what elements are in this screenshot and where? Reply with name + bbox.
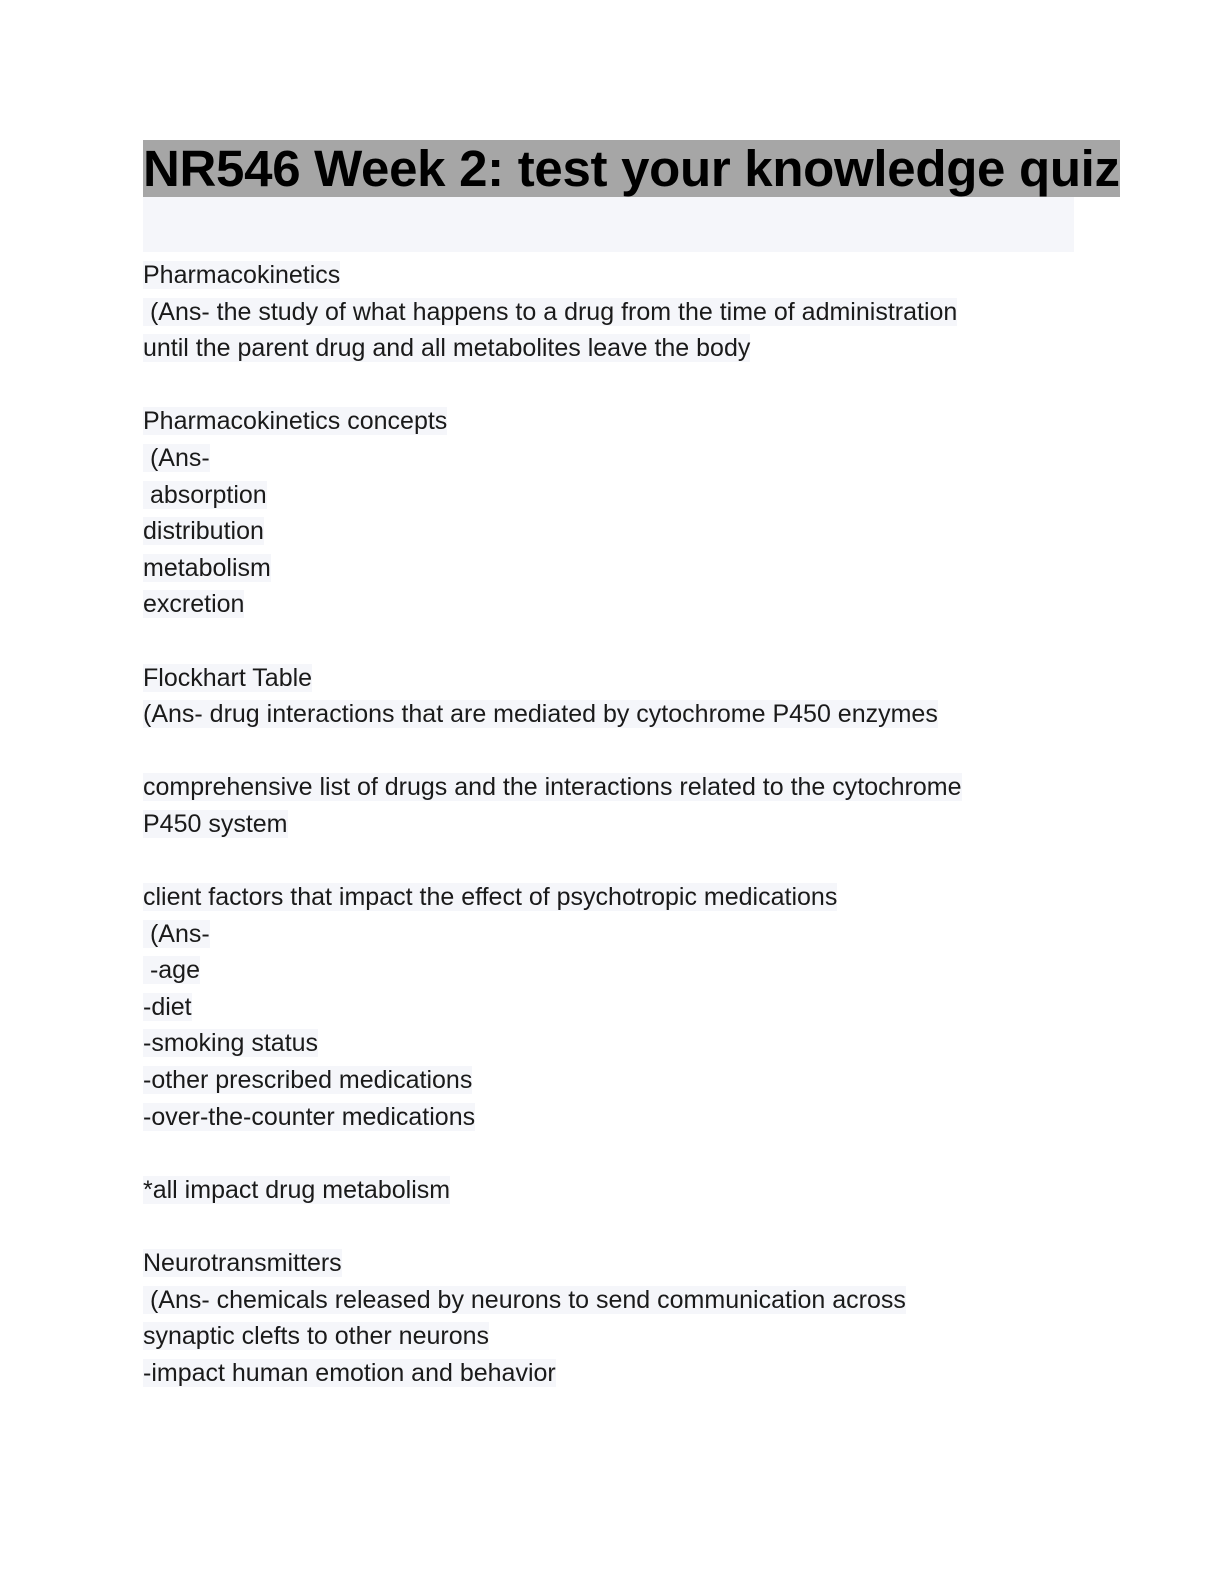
text-line <box>143 1282 1083 1319</box>
text-line <box>143 989 1083 1026</box>
text-line <box>143 879 1083 916</box>
blank-line <box>143 843 1083 880</box>
text-line-content: *all impact drug metabolism <box>143 1175 451 1204</box>
document-title: NR546 Week 2: test your knowledge quiz <box>143 140 1120 197</box>
text-line <box>143 696 1083 733</box>
text-line <box>143 330 1083 367</box>
text-line <box>143 916 1083 953</box>
document-page <box>143 140 1120 1391</box>
text-line <box>143 1025 1083 1062</box>
text-line <box>143 660 1083 697</box>
text-line <box>143 477 1083 514</box>
text-line <box>143 440 1083 477</box>
text-line-content: (Ans- chemicals released by neurons to send communication across <box>143 1285 906 1314</box>
text-line-content: (Ans- the study of what happens to a drug from the time of administration <box>143 297 958 326</box>
blank-line <box>143 733 1083 770</box>
text-line <box>143 257 1083 294</box>
text-line-content: distribution <box>143 517 264 546</box>
text-line-content: -diet <box>143 992 192 1021</box>
text-line-content: Pharmacokinetics <box>143 261 341 289</box>
text-line <box>143 1099 1083 1136</box>
text-line-content: (Ans- <box>143 443 210 472</box>
text-line-content: -impact human emotion and behavior <box>143 1358 556 1387</box>
text-line-content: Flockhart Table <box>143 663 313 692</box>
text-line-content: absorption <box>143 480 267 509</box>
text-line <box>143 1318 1083 1355</box>
document-body <box>143 257 1083 1391</box>
text-line-content: P450 system <box>143 809 288 838</box>
blank-line <box>143 367 1083 404</box>
text-line <box>143 806 1083 843</box>
text-line <box>143 550 1083 587</box>
text-line <box>143 403 1083 440</box>
text-line-content: -smoking status <box>143 1029 319 1058</box>
text-line <box>143 952 1083 989</box>
text-line <box>143 586 1083 623</box>
text-line <box>143 294 1083 331</box>
text-line-content: (Ans- <box>143 919 210 948</box>
text-line-content: (Ans- drug interactions that are mediated by cytochrome P450 enzymes <box>143 700 938 729</box>
text-line-content: synaptic clefts to other neurons <box>143 1322 490 1351</box>
text-line <box>143 1245 1083 1282</box>
text-line-content: -other prescribed medications <box>143 1066 473 1095</box>
text-line-content: -over-the-counter medications <box>143 1102 476 1131</box>
text-line-content: Pharmacokinetics concepts <box>143 407 448 436</box>
text-line-content: excretion <box>143 590 245 619</box>
text-line-content: metabolism <box>143 553 271 582</box>
text-line <box>143 769 1083 806</box>
blank-line <box>143 1208 1083 1245</box>
text-line-content: -age <box>143 956 200 985</box>
text-line-content: comprehensive list of drugs and the interactions related to the cytochrome <box>143 773 962 802</box>
text-line <box>143 1355 1083 1392</box>
text-line <box>143 1062 1083 1099</box>
text-line-content: Neurotransmitters <box>143 1249 342 1278</box>
text-line <box>143 1172 1083 1209</box>
blank-line <box>143 1135 1083 1172</box>
text-line-content: until the parent drug and all metabolites leave the body <box>143 334 751 363</box>
text-line <box>143 513 1083 550</box>
blank-line <box>143 623 1083 660</box>
text-line-content: client factors that impact the effect of psychotropic medications <box>143 883 838 912</box>
title-block <box>143 140 1120 252</box>
